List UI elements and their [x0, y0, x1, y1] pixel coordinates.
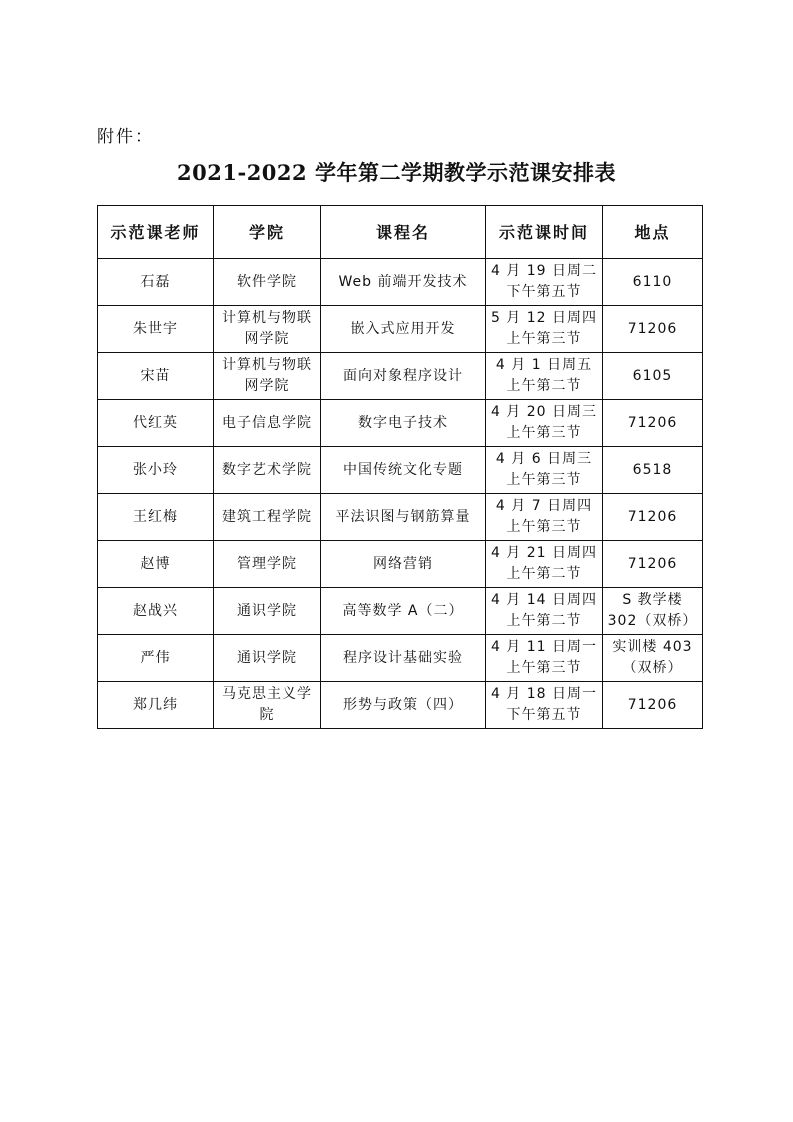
cell-college: 计算机与物联网学院	[214, 353, 321, 400]
cell-time: 4 月 11 日周一上午第三节	[486, 635, 603, 682]
cell-college: 电子信息学院	[214, 400, 321, 447]
header-time: 示范课时间	[486, 206, 603, 259]
header-college: 学院	[214, 206, 321, 259]
cell-location: 实训楼 403（双桥）	[603, 635, 703, 682]
cell-location: 71206	[603, 494, 703, 541]
cell-location: 71206	[603, 682, 703, 729]
table-row	[98, 306, 703, 353]
cell-college: 数字艺术学院	[214, 447, 321, 494]
cell-teacher: 代红英	[98, 400, 214, 447]
schedule-table	[97, 205, 703, 729]
table-row	[98, 400, 703, 447]
header-teacher: 示范课老师	[98, 206, 214, 259]
cell-time: 4 月 1 日周五上午第二节	[486, 353, 603, 400]
cell-location: S 教学楼 302（双桥）	[603, 588, 703, 635]
cell-teacher: 郑几纬	[98, 682, 214, 729]
cell-time: 4 月 14 日周四上午第二节	[486, 588, 603, 635]
table-row	[98, 353, 703, 400]
header-location: 地点	[603, 206, 703, 259]
cell-time: 4 月 19 日周二下午第五节	[486, 259, 603, 306]
cell-teacher: 张小玲	[98, 447, 214, 494]
cell-college: 建筑工程学院	[214, 494, 321, 541]
cell-teacher: 王红梅	[98, 494, 214, 541]
cell-college: 通识学院	[214, 588, 321, 635]
cell-course: 高等数学 A（二）	[321, 588, 486, 635]
cell-course: 程序设计基础实验	[321, 635, 486, 682]
table-row	[98, 588, 703, 635]
cell-teacher: 严伟	[98, 635, 214, 682]
table-header-row	[98, 206, 703, 259]
table-row	[98, 682, 703, 729]
cell-course: Web 前端开发技术	[321, 259, 486, 306]
header-course: 课程名	[321, 206, 486, 259]
cell-course: 嵌入式应用开发	[321, 306, 486, 353]
cell-location: 71206	[603, 400, 703, 447]
cell-location: 6110	[603, 259, 703, 306]
cell-time: 4 月 6 日周三上午第三节	[486, 447, 603, 494]
cell-location: 71206	[603, 541, 703, 588]
cell-teacher: 朱世宇	[98, 306, 214, 353]
cell-course: 面向对象程序设计	[321, 353, 486, 400]
cell-course: 形势与政策（四）	[321, 682, 486, 729]
cell-college: 软件学院	[214, 259, 321, 306]
cell-time: 5 月 12 日周四上午第三节	[486, 306, 603, 353]
cell-course: 平法识图与钢筋算量	[321, 494, 486, 541]
cell-course: 数字电子技术	[321, 400, 486, 447]
page-title: 2021-2022 学年第二学期教学示范课安排表	[177, 160, 616, 185]
cell-location: 6518	[603, 447, 703, 494]
cell-location: 71206	[603, 306, 703, 353]
cell-course: 中国传统文化专题	[321, 447, 486, 494]
cell-teacher: 赵博	[98, 541, 214, 588]
cell-time: 4 月 21 日周四上午第二节	[486, 541, 603, 588]
cell-time: 4 月 7 日周四上午第三节	[486, 494, 603, 541]
cell-college: 计算机与物联网学院	[214, 306, 321, 353]
attachment-label: 附件：	[97, 127, 154, 147]
table-row	[98, 635, 703, 682]
cell-course: 网络营销	[321, 541, 486, 588]
cell-time: 4 月 20 日周三上午第三节	[486, 400, 603, 447]
cell-college: 通识学院	[214, 635, 321, 682]
cell-teacher: 宋苗	[98, 353, 214, 400]
table-row	[98, 447, 703, 494]
cell-teacher: 石磊	[98, 259, 214, 306]
cell-location: 6105	[603, 353, 703, 400]
table-row	[98, 259, 703, 306]
cell-teacher: 赵战兴	[98, 588, 214, 635]
cell-time: 4 月 18 日周一下午第五节	[486, 682, 603, 729]
table-row	[98, 541, 703, 588]
cell-college: 管理学院	[214, 541, 321, 588]
cell-college: 马克思主义学院	[214, 682, 321, 729]
table-row	[98, 494, 703, 541]
